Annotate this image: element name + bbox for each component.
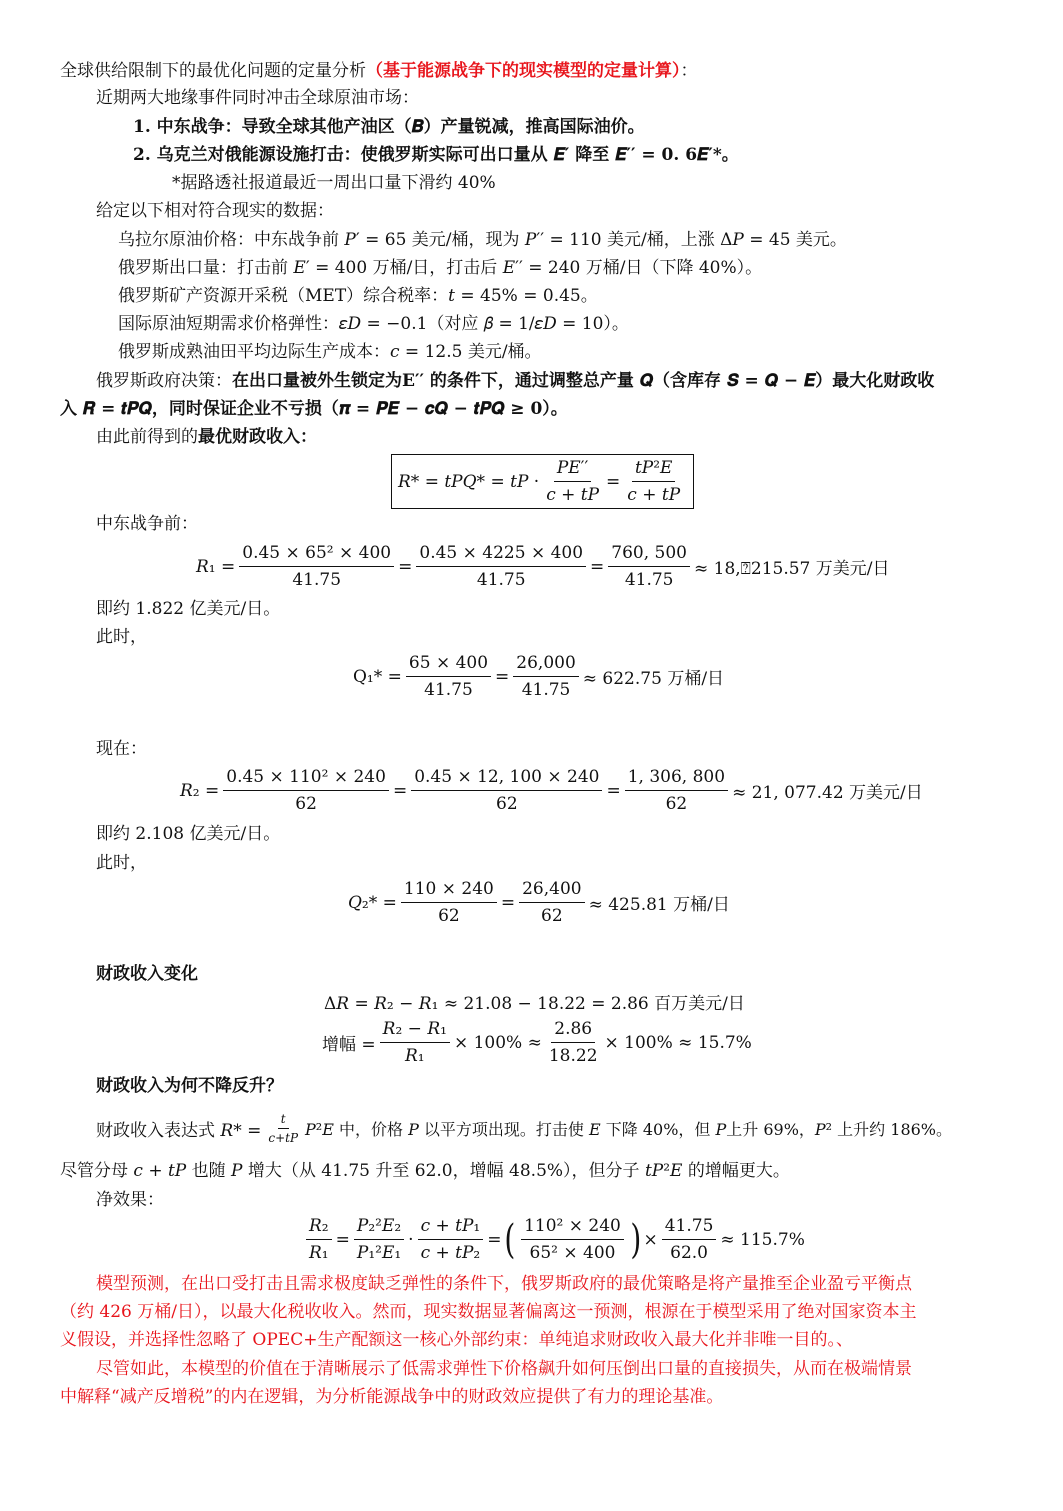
den: 62 bbox=[295, 794, 317, 814]
decision-text-1: 在出口量被外生锁定为E′′ 的条件下，通过调整总产量 𝑸（含库存 𝑺 = 𝑸 − 𝑬）最大化财政收 bbox=[232, 371, 935, 391]
red-paragraph-1-line-2: （约 426 万桶/日），以最大化税收收入。然而，现实数据显著偏离这一预测，根源在于模型采用了绝对国家资本主 bbox=[60, 1302, 917, 1322]
r1-lhs: 𝑅₁ = bbox=[196, 556, 236, 577]
why-text-a: 财政收入表达式 𝑅* = bbox=[96, 1121, 262, 1141]
den: 65² × 400 bbox=[529, 1243, 616, 1263]
given-heading: 给定以下相对符合现实的数据： bbox=[96, 201, 334, 221]
num: 𝑅₂ bbox=[306, 1215, 332, 1240]
den: 41.75 bbox=[624, 570, 674, 590]
optimal-line bbox=[96, 426, 317, 448]
red-paragraph-1-line-1: 模型预测，在出口受打击且需求极度缺乏弹性的条件下，俄罗斯政府的最优策略是将产量推至企业盈亏平衡点 bbox=[96, 1274, 912, 1294]
r1-frac-1 bbox=[239, 542, 394, 591]
num: 𝑐 + 𝑡𝑃₁ bbox=[418, 1215, 484, 1240]
data-line-tax: 俄罗斯矿产资源开采税（MET）综合税率：𝑡 = 45% = 0.45。 bbox=[118, 286, 598, 306]
title-red: （基于能源战争下的现实模型的定量计算） bbox=[366, 61, 681, 81]
num: 0.45 × 4225 × 400 bbox=[416, 542, 586, 567]
q1-frac-2 bbox=[513, 652, 578, 701]
den: 41.75 bbox=[424, 680, 473, 700]
net-equation: $\frac{\text{𝑅₂}}{\text{𝑅₁}}$ = $\frac{\text{𝑃₂²𝐸₂}}{\text{𝑃₁²𝐸₁}}$ · $\frac{\text{𝑐 + 𝑡𝑃₁}}{\text{𝑐 + 𝑡𝑃₂}}$ = ( $\frac{\text{110² × 240}}{\text{65² × 400}}$ ) × $\frac{41.75}{62.0}$ ≈ 115.7% bbox=[302, 1215, 805, 1264]
net-frac-3 bbox=[418, 1215, 484, 1264]
net-frac-4 bbox=[521, 1215, 624, 1264]
den: 𝑐 + 𝑡𝑃 bbox=[627, 485, 681, 505]
optimal-heading: 最优财政收入： bbox=[198, 427, 317, 447]
q1-equation: Q₁* = $\frac{65 \times 400}{41.75}$ = $\frac{26,000}{41.75}$ ≈ 622.75 万桶/日 bbox=[353, 653, 725, 700]
num: 0.45 × 12, 100 × 240 bbox=[411, 766, 602, 791]
den: 62 bbox=[496, 794, 518, 814]
optimal-revenue-formula: 𝑅* = 𝑡𝑃𝑄* = 𝑡𝑃 · $\frac{\text{𝑃𝐸′′}}{\text{𝑐 + 𝑡𝑃}}$ = $\frac{\text{𝑡𝑃²𝐸}}{\text{𝑐 + 𝑡𝑃}}$ bbox=[391, 454, 694, 509]
title-black: 全球供给限制下的最优化问题的定量分析 bbox=[60, 61, 366, 81]
num: 41.75 bbox=[662, 1215, 717, 1240]
den: 𝑅₁ bbox=[404, 1046, 425, 1066]
num: 𝑃𝐸′′ bbox=[554, 457, 592, 482]
den: 𝑃₁²𝐸₁ bbox=[356, 1243, 402, 1263]
growth-lhs: 增幅 = bbox=[322, 1035, 376, 1055]
list-item-2: 2. 乌克兰对俄能源设施打击：使俄罗斯实际可出口量从 𝑬′ 降至 𝑬′′ = 𝟎. 𝟔𝑬′*。 bbox=[133, 145, 739, 165]
optimal-prefix: 由此前得到的 bbox=[96, 427, 198, 447]
q1-result: ≈ 622.75 万桶/日 bbox=[582, 669, 725, 689]
r2-frac-3 bbox=[625, 766, 728, 815]
q2-result: ≈ 425.81 万桶/日 bbox=[588, 895, 730, 915]
change-heading: 财政收入变化 bbox=[96, 964, 198, 984]
r1-equation: 𝑅₁ = $\frac{\text{0.45 × 65² × 400}}{41.75}$ = $\frac{0.45 \times 4225 \times 400}{41.75}$ = $\frac{760, 500}{41.75}$ ≈ 18,⍰215.57 万美元/日 bbox=[196, 543, 890, 590]
den: 18.22 bbox=[548, 1046, 598, 1066]
before-label: 中东战争前： bbox=[96, 514, 198, 534]
den: 62.0 bbox=[670, 1243, 708, 1263]
red-paragraph-2-line-1: 尽管如此，本模型的价值在于清晰展示了低需求弹性下价格飙升如何压倒出口量的直接损失，从而在极端情景 bbox=[96, 1359, 912, 1379]
r1-frac-3 bbox=[608, 542, 690, 591]
formula-fraction-2 bbox=[624, 457, 683, 506]
q1-frac-1 bbox=[406, 652, 491, 701]
why-fraction bbox=[265, 1112, 301, 1145]
den: 41.75 bbox=[292, 570, 342, 590]
why-line-2: 尽管分母 𝑐 + 𝑡𝑃 也随 𝑃 增大（从 41.75 升至 62.0，增幅 48.5%），但分子 𝑡𝑃²𝐸 的增幅更大。 bbox=[60, 1161, 790, 1181]
now-label: 现在： bbox=[96, 739, 147, 759]
footnote: *据路透社报道最近一周出口量下滑约 40% bbox=[172, 173, 496, 193]
title-end: ： bbox=[680, 61, 698, 81]
at-this-time-1: 此时， bbox=[96, 627, 147, 647]
growth-frac-2 bbox=[546, 1018, 601, 1067]
num: 𝑃₂²𝐸₂ bbox=[354, 1215, 404, 1240]
num: 0.45 × 65² × 400 bbox=[239, 542, 394, 567]
delta-r-equation: Δ𝑅 = 𝑅₂ − 𝑅₁ ≈ 21.08 − 18.22 = 2.86 百万美元/日 bbox=[324, 994, 745, 1014]
q2-equation: 𝑄₂* = $\frac{110 \times 240}{62}$ = $\frac{26,400}{62}$ ≈ 425.81 万桶/日 bbox=[348, 879, 730, 926]
num: 110² × 240 bbox=[521, 1215, 624, 1240]
den: 62 bbox=[665, 794, 688, 814]
r2-lhs: 𝑅₂ = bbox=[180, 780, 220, 801]
num: 0.45 × 110² × 240 bbox=[223, 766, 389, 791]
den: 62 bbox=[438, 906, 460, 926]
den: 41.75 bbox=[521, 680, 571, 700]
num: 𝑡𝑃²𝐸 bbox=[632, 457, 676, 482]
title bbox=[60, 60, 698, 82]
red-paragraph-2-line-2: 中解释“减产反增税”的内在逻辑，为分析能源战争中的财政效应提供了有力的理论基准。 bbox=[60, 1387, 724, 1407]
den: 41.75 bbox=[476, 570, 526, 590]
num: 1, 306, 800 bbox=[625, 766, 728, 791]
num: 2.86 bbox=[551, 1018, 595, 1043]
net-label: 净效果： bbox=[96, 1190, 164, 1210]
r2-equation: 𝑅₂ = $\frac{\text{0.45 × 110² × 240}}{62}$ = $\frac{0.45 \times 12, 100 \times 240}{62}$ = $\frac{1, 306, 800}{62}$ ≈ 21, 077.42 万美元/日 bbox=[180, 767, 923, 814]
list-item-1: 1. 中东战争：导致全球其他产油区（𝑩）产量锐减，推高国际油价。 bbox=[133, 117, 645, 137]
growth-equation bbox=[322, 1018, 752, 1067]
intro-text: 近期两大地缘事件同时冲击全球原油市场： bbox=[96, 88, 419, 108]
data-line-export: 俄罗斯出口量：打击前 𝐸′ = 400 万桶/日，打击后 𝐸′′ = 240 万桶/日（下降 40%）。 bbox=[118, 258, 763, 278]
net-result: ≈ 115.7% bbox=[720, 1229, 805, 1250]
den: 𝑐 + 𝑡𝑃 bbox=[546, 485, 600, 505]
red-paragraph-1-line-3: 义假设，并选择性忽略了 OPEC+生产配额这一核心外部约束：单纯追求财政收入最大化并非唯一目的。、 bbox=[60, 1330, 853, 1350]
data-line-elasticity: 国际原油短期需求价格弹性：𝜀𝐷 = −0.1（对应 𝛽 = 1/𝜀𝐷 = 10）。 bbox=[118, 314, 629, 334]
net-frac-1 bbox=[306, 1215, 332, 1264]
growth-result: × 100% ≈ 15.7% bbox=[604, 1032, 752, 1053]
den: 𝑅₁ bbox=[309, 1243, 329, 1263]
net-frac-2 bbox=[354, 1215, 404, 1264]
why-heading: 财政收入为何不降反升？ bbox=[96, 1076, 283, 1096]
r1-frac-2 bbox=[416, 542, 586, 591]
den: 𝑐+𝑡𝑃 bbox=[268, 1131, 299, 1145]
decision-label: 俄罗斯政府决策： bbox=[96, 371, 232, 391]
decision-line-1 bbox=[96, 370, 934, 392]
num: 65 × 400 bbox=[406, 652, 491, 677]
r2-frac-2 bbox=[411, 766, 602, 815]
num: 𝑡 bbox=[278, 1112, 289, 1129]
data-line-cost: 俄罗斯成熟油田平均边际生产成本：𝑐 = 12.5 美元/桶。 bbox=[118, 342, 542, 362]
num: 110 × 240 bbox=[401, 878, 497, 903]
r2-note: 即约 2.108 亿美元/日。 bbox=[96, 824, 281, 844]
growth-mid: × 100% ≈ bbox=[453, 1032, 542, 1053]
at-this-time-2: 此时， bbox=[96, 853, 147, 873]
growth-frac-1 bbox=[380, 1018, 450, 1067]
num: 26,400 bbox=[519, 878, 584, 903]
q2-frac-2 bbox=[519, 878, 584, 927]
num: 760, 500 bbox=[608, 542, 690, 567]
r1-result: ≈ 18,⍰215.57 万美元/日 bbox=[694, 559, 890, 579]
q2-frac-1 bbox=[401, 878, 497, 927]
data-line-price: 乌拉尔原油价格：中东战争前 𝑃′ = 65 美元/桶，现为 𝑃′′ = 110 美元/桶，上涨 Δ𝑃 = 45 美元。 bbox=[118, 230, 847, 250]
r1-note: 即约 1.822 亿美元/日。 bbox=[96, 599, 281, 619]
num: 𝑅₂ − 𝑅₁ bbox=[380, 1018, 450, 1043]
r2-frac-1 bbox=[223, 766, 389, 815]
why-text-b: 𝑃²𝐸 中，价格 𝑃 以平方项出现。打击使 𝐸 下降 40%，但 𝑃上升 69%，𝑃² 上升约 186%。 bbox=[305, 1120, 953, 1139]
num: 26,000 bbox=[513, 652, 578, 677]
den: 62 bbox=[541, 906, 563, 926]
net-frac-5 bbox=[662, 1215, 717, 1264]
q2-lhs: 𝑄₂* = bbox=[348, 892, 397, 913]
formula-fraction-1 bbox=[543, 457, 602, 506]
decision-line-2: 入 𝑹 = 𝒕𝑷𝑸，同时保证企业不亏损（𝝅 = 𝑷𝑬 − 𝒄𝑸 − 𝒕𝑷𝑸 ≥ 𝟎）。 bbox=[60, 399, 568, 419]
r2-result: ≈ 21, 077.42 万美元/日 bbox=[732, 783, 923, 803]
formula-lhs: 𝑅* = 𝑡𝑃𝑄* = 𝑡𝑃 · bbox=[398, 471, 540, 492]
why-line-1 bbox=[96, 1112, 952, 1145]
den: 𝑐 + 𝑡𝑃₂ bbox=[420, 1243, 481, 1263]
q1-lhs: Q₁* = bbox=[353, 666, 402, 687]
